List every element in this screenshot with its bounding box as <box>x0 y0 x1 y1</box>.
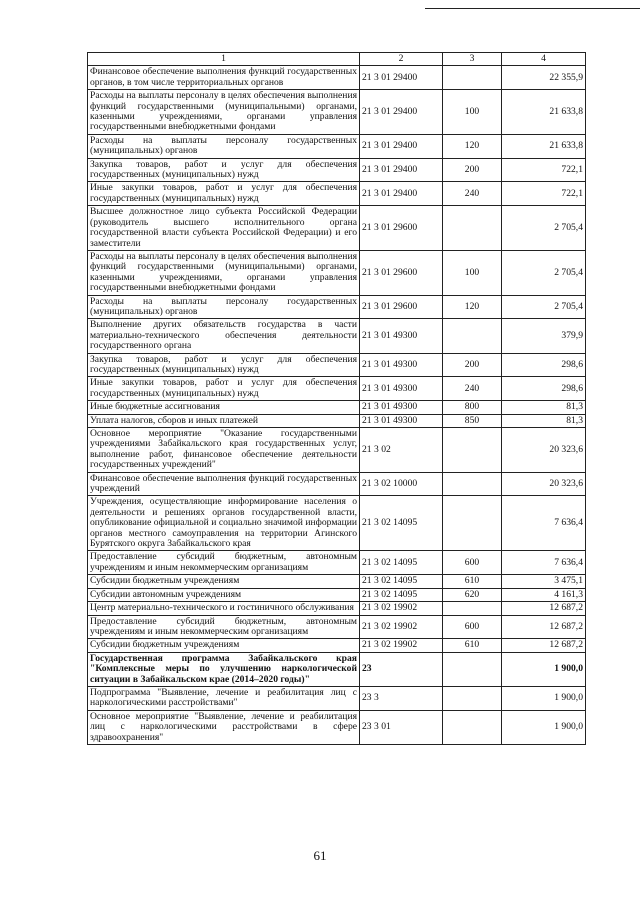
row-name: Расходы на выплаты персоналу в целях обеспечения выполнения функций государственными (муниципальными) органами, казенными учреждениями, органами управления государственными внебюджетными фондами <box>88 250 360 295</box>
row-code: 21 3 01 29600 <box>360 295 443 319</box>
header-col-4: 4 <box>502 53 586 66</box>
row-code: 21 3 01 29600 <box>360 206 443 251</box>
table-row <box>88 588 586 601</box>
row-amount: 2 705,4 <box>502 250 586 295</box>
row-amount: 21 633,8 <box>502 90 586 135</box>
row-amount: 21 633,8 <box>502 134 586 158</box>
table-row <box>88 575 586 588</box>
row-code: 21 3 01 49300 <box>360 353 443 377</box>
table-row <box>88 90 586 135</box>
header-row <box>88 53 586 66</box>
row-name: Финансовое обеспечение выполнения функций государственных учреждений <box>88 472 360 496</box>
row-amount: 1 900,0 <box>502 652 586 686</box>
table-row <box>88 615 586 639</box>
row-name: Выполнение других обязательств государства в части материально-технического обеспечения деятельности государственного органа <box>88 319 360 353</box>
row-name: Субсидии бюджетным учреждениям <box>88 575 360 588</box>
row-name: Уплата налогов, сборов и иных платежей <box>88 414 360 427</box>
row-expense-type: 240 <box>443 182 502 206</box>
row-expense-type <box>443 652 502 686</box>
row-name: Субсидии бюджетным учреждениям <box>88 639 360 652</box>
table-row <box>88 652 586 686</box>
row-code: 21 3 02 14095 <box>360 588 443 601</box>
row-amount: 12 687,2 <box>502 602 586 615</box>
budget-table <box>87 52 586 745</box>
row-amount: 7 636,4 <box>502 496 586 551</box>
row-code: 23 3 01 <box>360 710 443 744</box>
row-amount: 2 705,4 <box>502 206 586 251</box>
row-code: 21 3 01 49300 <box>360 414 443 427</box>
row-amount: 298,6 <box>502 353 586 377</box>
row-expense-type: 600 <box>443 551 502 575</box>
row-name: Учреждения, осуществляющие информирование населения о деятельности и решениях органов государственной власти, опубликование официальной и социально значимой информации органов местного самоуправления на территории Агинского Бурятского округа Забайкальского края <box>88 496 360 551</box>
row-name: Основное мероприятие "Выявление, лечение и реабилитация лиц с наркологическими расстройствами в сфере здравоохранения" <box>88 710 360 744</box>
row-code: 21 3 02 10000 <box>360 472 443 496</box>
row-name: Иные бюджетные ассигнования <box>88 401 360 414</box>
row-expense-type: 620 <box>443 588 502 601</box>
row-amount: 7 636,4 <box>502 551 586 575</box>
row-name: Расходы на выплаты персоналу государственных (муниципальных) органов <box>88 134 360 158</box>
table-row <box>88 428 586 473</box>
row-code: 23 3 <box>360 686 443 710</box>
page-number: 61 <box>313 848 327 863</box>
row-code: 21 3 02 19902 <box>360 602 443 615</box>
table-row <box>88 602 586 615</box>
table-row <box>88 319 586 353</box>
row-expense-type <box>443 428 502 473</box>
row-name: Предоставление субсидий бюджетным, автономным учреждениям и иным некоммерческим организациям <box>88 615 360 639</box>
row-name: Иные закупки товаров, работ и услуг для обеспечения государственных (муниципальных) нужд <box>88 377 360 401</box>
table-row <box>88 639 586 652</box>
table-row <box>88 551 586 575</box>
row-name: Финансовое обеспечение выполнения функций государственных органов, в том числе территориальных органов <box>88 66 360 90</box>
row-expense-type: 100 <box>443 90 502 135</box>
table-row <box>88 710 586 744</box>
row-expense-type <box>443 602 502 615</box>
row-amount: 20 323,6 <box>502 428 586 473</box>
row-expense-type: 100 <box>443 250 502 295</box>
row-amount: 22 355,9 <box>502 66 586 90</box>
header-col-1: 1 <box>88 53 360 66</box>
row-code: 21 3 01 29400 <box>360 66 443 90</box>
row-name: Предоставление субсидий бюджетным, автономным учреждениям и иным некоммерческим организациям <box>88 551 360 575</box>
row-expense-type <box>443 319 502 353</box>
row-code: 21 3 01 29400 <box>360 158 443 182</box>
row-expense-type <box>443 66 502 90</box>
row-code: 21 3 02 14095 <box>360 551 443 575</box>
table-row <box>88 206 586 251</box>
table-row <box>88 377 586 401</box>
row-expense-type <box>443 710 502 744</box>
row-name: Подпрограмма "Выявление, лечение и реабилитация лиц с наркологическими расстройствами" <box>88 686 360 710</box>
row-expense-type: 240 <box>443 377 502 401</box>
row-code: 21 3 01 29400 <box>360 90 443 135</box>
row-amount: 722,1 <box>502 182 586 206</box>
row-amount: 4 161,3 <box>502 588 586 601</box>
table-row <box>88 353 586 377</box>
table-row <box>88 158 586 182</box>
row-code: 21 3 01 29600 <box>360 250 443 295</box>
header-col-3: 3 <box>443 53 502 66</box>
row-expense-type: 600 <box>443 615 502 639</box>
table-row <box>88 496 586 551</box>
table-row <box>88 134 586 158</box>
row-name: Расходы на выплаты персоналу в целях обеспечения выполнения функций государственными (муниципальными) органами, казенными учреждениями, органами управления государственными внебюджетными фондами <box>88 90 360 135</box>
row-code: 21 3 01 49300 <box>360 401 443 414</box>
row-code: 23 <box>360 652 443 686</box>
row-name: Закупка товаров, работ и услуг для обеспечения государственных (муниципальных) нужд <box>88 158 360 182</box>
row-expense-type: 610 <box>443 575 502 588</box>
top-rule <box>425 8 640 9</box>
table-row <box>88 182 586 206</box>
row-name: Иные закупки товаров, работ и услуг для обеспечения государственных (муниципальных) нужд <box>88 182 360 206</box>
row-code: 21 3 01 49300 <box>360 377 443 401</box>
row-amount: 298,6 <box>502 377 586 401</box>
row-expense-type <box>443 496 502 551</box>
row-amount: 81,3 <box>502 401 586 414</box>
row-code: 21 3 01 29400 <box>360 182 443 206</box>
row-expense-type: 610 <box>443 639 502 652</box>
row-code: 21 3 02 14095 <box>360 496 443 551</box>
row-amount: 1 900,0 <box>502 686 586 710</box>
row-name: Государственная программа Забайкальского края "Комплексные меры по улучшению наркологической ситуации в Забайкальском крае (2014–2020 годы)" <box>88 652 360 686</box>
row-amount: 722,1 <box>502 158 586 182</box>
table-row <box>88 686 586 710</box>
row-expense-type <box>443 472 502 496</box>
table-row <box>88 250 586 295</box>
row-code: 21 3 01 49300 <box>360 319 443 353</box>
row-amount: 81,3 <box>502 414 586 427</box>
row-code: 21 3 01 29400 <box>360 134 443 158</box>
row-expense-type: 120 <box>443 295 502 319</box>
row-expense-type: 120 <box>443 134 502 158</box>
row-code: 21 3 02 19902 <box>360 639 443 652</box>
header-col-2: 2 <box>360 53 443 66</box>
table-row <box>88 414 586 427</box>
row-amount: 12 687,2 <box>502 615 586 639</box>
row-amount: 3 475,1 <box>502 575 586 588</box>
table-row <box>88 472 586 496</box>
row-expense-type: 200 <box>443 158 502 182</box>
table-row <box>88 295 586 319</box>
row-name: Закупка товаров, работ и услуг для обеспечения государственных (муниципальных) нужд <box>88 353 360 377</box>
row-amount: 2 705,4 <box>502 295 586 319</box>
row-amount: 1 900,0 <box>502 710 586 744</box>
row-expense-type <box>443 686 502 710</box>
table-row <box>88 401 586 414</box>
table-row <box>88 66 586 90</box>
row-name: Центр материально-технического и гостиничного обслуживания <box>88 602 360 615</box>
row-expense-type: 800 <box>443 401 502 414</box>
row-amount: 379,9 <box>502 319 586 353</box>
row-amount: 20 323,6 <box>502 472 586 496</box>
row-expense-type: 200 <box>443 353 502 377</box>
row-expense-type: 850 <box>443 414 502 427</box>
row-name: Расходы на выплаты персоналу государственных (муниципальных) органов <box>88 295 360 319</box>
row-expense-type <box>443 206 502 251</box>
row-name: Субсидии автономным учреждениям <box>88 588 360 601</box>
row-name: Высшее должностное лицо субъекта Российской Федерации (руководитель высшего исполнительного органа государственной власти субъекта Российской Федерации) и его заместители <box>88 206 360 251</box>
row-code: 21 3 02 19902 <box>360 615 443 639</box>
row-code: 21 3 02 14095 <box>360 575 443 588</box>
row-name: Основное мероприятие "Оказание государственными учреждениями Забайкальского края государственных услуг, выполнение работ, финансовое обеспечение деятельности государственных учреждений" <box>88 428 360 473</box>
row-amount: 12 687,2 <box>502 639 586 652</box>
row-code: 21 3 02 <box>360 428 443 473</box>
